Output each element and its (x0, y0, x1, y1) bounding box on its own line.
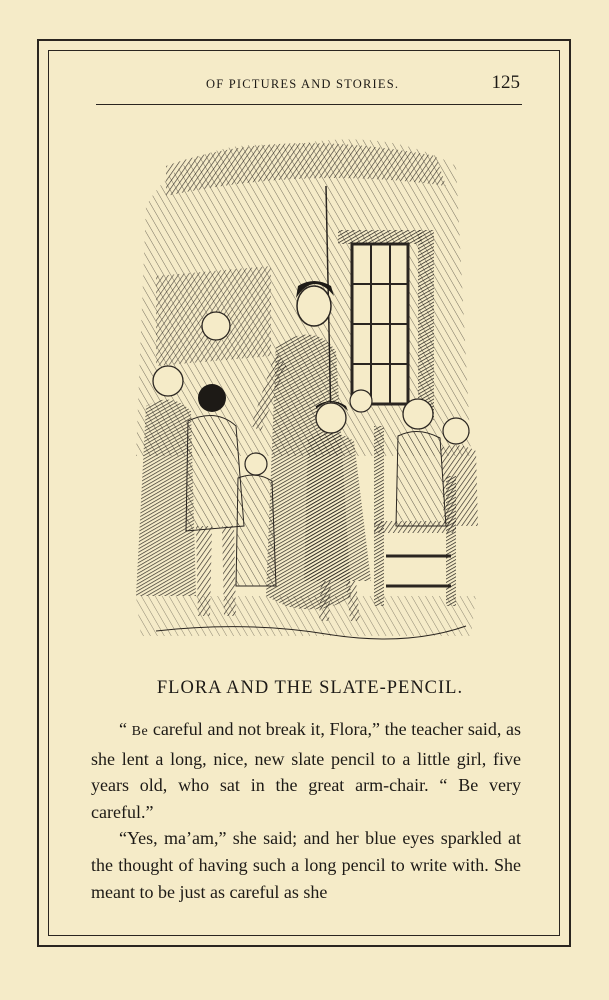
page-number: 125 (491, 72, 520, 93)
paragraph-1 (91, 716, 521, 825)
running-title: OF PICTURES AND STORIES. (206, 77, 400, 91)
running-head (96, 72, 522, 96)
small-caps-lead: Be (131, 724, 149, 739)
open-quote: “ (119, 719, 132, 739)
paragraph-2: “Yes, ma’am,” she said; and her blue eyes sparkled at the thought of having such a long pencil to write with. She meant to be just as careful as she (91, 828, 521, 902)
body-text (91, 716, 521, 905)
window (338, 230, 434, 420)
paragraph-1-text: careful and not break it, Flora,” the teacher said, as she lent a long, nice, new slate pencil to a little girl, five years old, who sat in the great arm-chair. “ Be very careful.” (91, 719, 521, 822)
floor (136, 596, 476, 636)
illustration-caption: FLORA AND THE SLATE-PENCIL. (156, 678, 464, 698)
engraving-illustration (126, 126, 486, 646)
header-rule (96, 104, 522, 105)
